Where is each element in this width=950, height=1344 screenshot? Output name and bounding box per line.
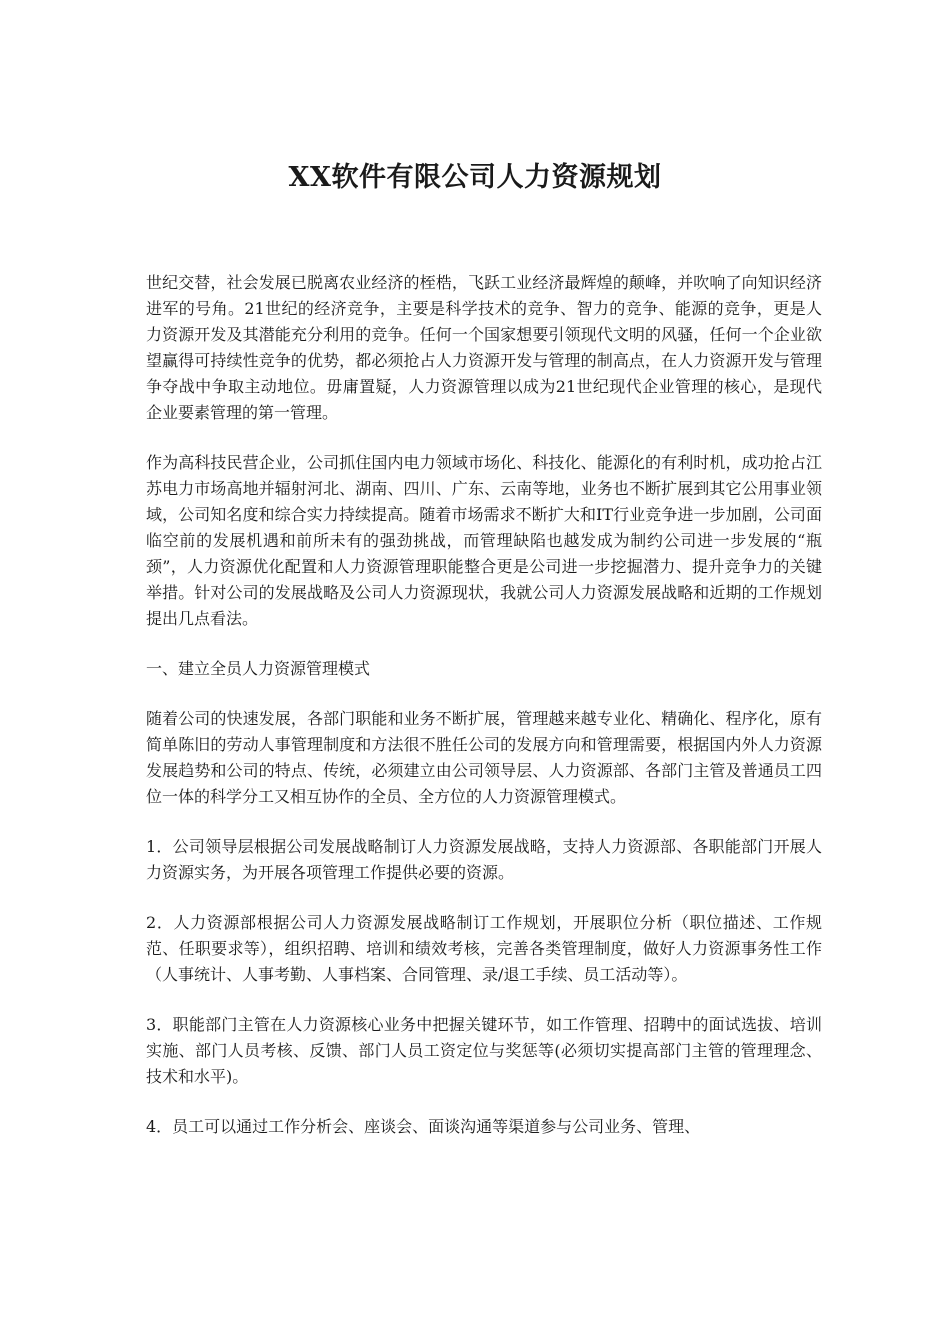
paragraph-company-background: 作为高科技民营企业，公司抓住国内电力领域市场化、科技化、能源化的有利时机，成功抢占江苏电力市场高地并辐射河北、湖南、四川、广东、云南等地，业务也不断扩展到其它公用事业领域，公司知名度和综合实力持续提高。随着市场需求不断扩大和IT行业竞争进一步加剧，公司面临空前的发展机遇和前所未有的强劲挑战，而管理缺陷也越发成为制约公司进一步发展的“瓶颈”，人力资源优化配置和人力资源管理职能整合更是公司进一步挖掘潜力、提升竞争力的关键举措。针对公司的发展战略及公司人力资源现状，我就公司人力资源发展战略和近期的工作规划提出几点看法。 [146, 453, 822, 628]
list-item-2: 2．人力资源部根据公司人力资源发展战略制订工作规划，开展职位分析（职位描述、工作规范、任职要求等），组织招聘、培训和绩效考核，完善各类管理制度，做好人力资源事务性工作（人事统计、人事考勤、人事档案、合同管理、录/退工手续、员工活动等）。 [146, 913, 822, 984]
list-item-3: 3．职能部门主管在人力资源核心业务中把握关键环节，如工作管理、招聘中的面试选拔、培训实施、部门人员考核、反馈、部门人员工资定位与奖惩等(必须切实提高部门主管的管理理念、技术和水平)。 [146, 1015, 822, 1086]
list-item-1: 1．公司领导层根据公司发展战略制订人力资源发展战略，支持人力资源部、各职能部门开展人力资源实务，为开展各项管理工作提供必要的资源。 [146, 837, 822, 882]
section-heading-1: 一、建立全员人力资源管理模式 [146, 659, 371, 678]
paragraph-intro: 世纪交替，社会发展已脱离农业经济的桎梏，飞跃工业经济最辉煌的颠峰，并吹响了向知识经济进军的号角。21世纪的经济竞争，主要是科学技术的竞争、智力的竞争、能源的竞争，更是人力资源开发及其潜能充分利用的竞争。任何一个国家想要引领现代文明的风骚，任何一个企业欲望赢得可持续性竞争的优势，都必须抢占人力资源开发与管理的制高点，在人力资源开发与管理争夺战中争取主动地位。毋庸置疑，人力资源管理以成为21世纪现代企业管理的核心，是现代企业要素管理的第一管理。 [146, 273, 822, 422]
list-item-4: 4．员工可以通过工作分析会、座谈会、面谈沟通等渠道参与公司业务、管理、 [146, 1117, 701, 1136]
paragraph-section-1-body: 随着公司的快速发展，各部门职能和业务不断扩展，管理越来越专业化、精确化、程序化，原有简单陈旧的劳动人事管理制度和方法很不胜任公司的发展方向和管理需要，根据国内外人力资源发展趋势和公司的特点、传统，必须建立由公司领导层、人力资源部、各部门主管及普通员工四位一体的科学分工又相互协作的全员、全方位的人力资源管理模式。 [146, 709, 822, 806]
document-body [146, 270, 822, 1164]
document-title: XX软件有限公司人力资源规划 [288, 162, 662, 193]
